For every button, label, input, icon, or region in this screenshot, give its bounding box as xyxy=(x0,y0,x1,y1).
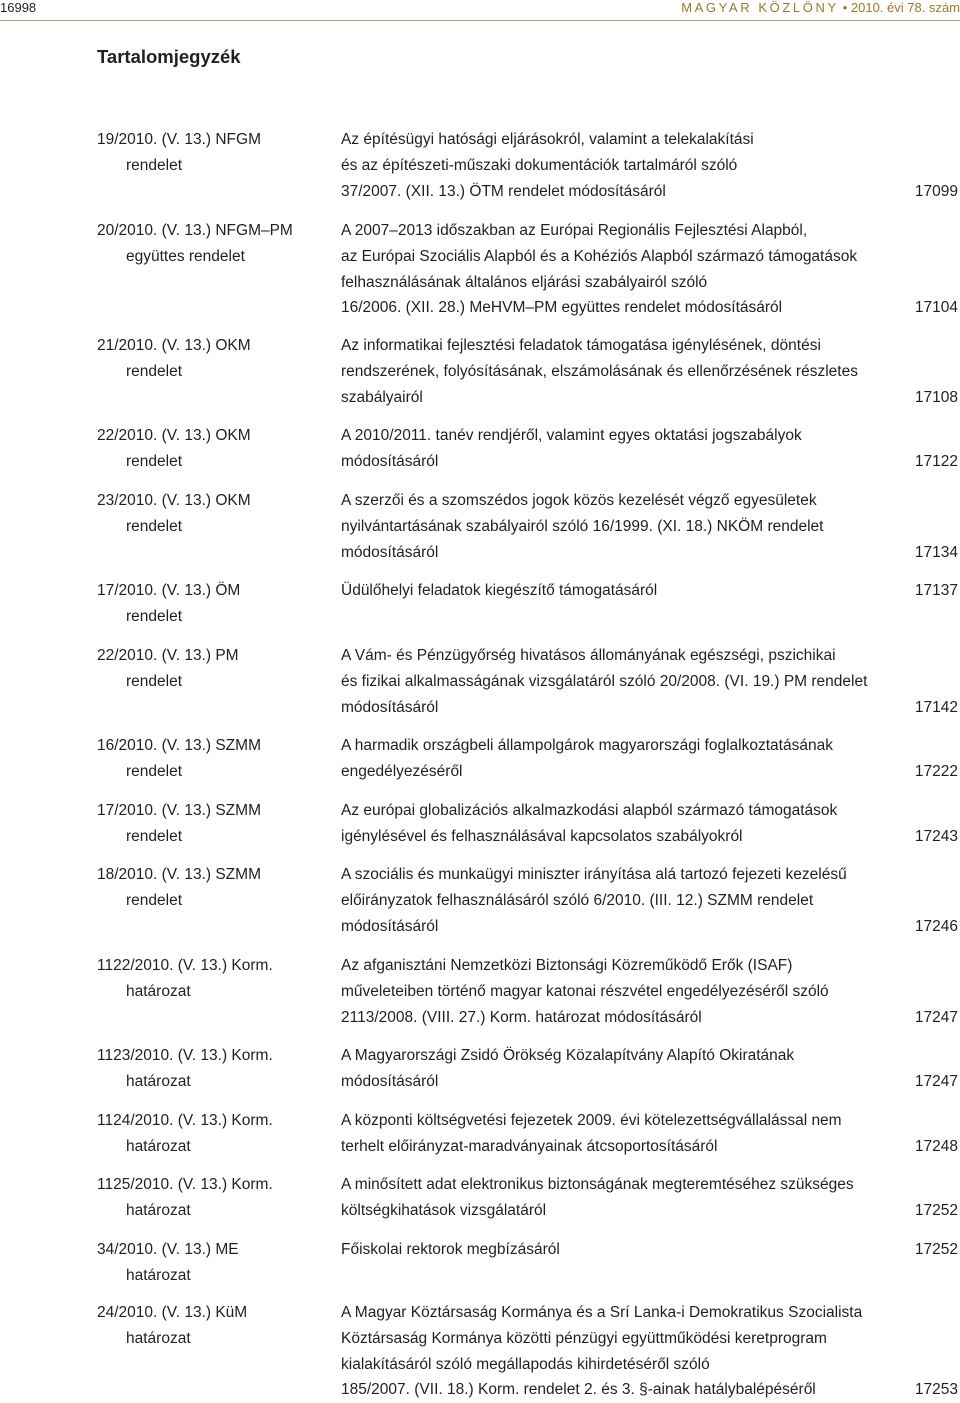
toc-entry-reference xyxy=(97,1237,327,1289)
description-line: kialakításáról szóló megállapodás kihirdetéséről szóló xyxy=(341,1355,710,1373)
description-line: módosításáról xyxy=(341,917,439,935)
description-line: és fizikai alkalmasságának vizsgálatáról szóló 20/2008. (VI. 19.) PM rendelet xyxy=(341,672,868,690)
toc-entry-description xyxy=(341,1043,901,1095)
toc-entry-page-number: 17222 xyxy=(914,762,958,780)
toc-entry xyxy=(0,1108,960,1160)
reference-type: rendelet xyxy=(126,827,183,845)
description-line: 2113/2008. (VIII. 27.) Korm. határozat módosításáról xyxy=(341,1008,702,1026)
description-line: A Magyarországi Zsidó Örökség Közalapítvány Alapító Okiratának xyxy=(341,1047,795,1064)
toc-entry-description xyxy=(341,333,901,410)
description-line: költségkihatások vizsgálatáról xyxy=(341,1201,547,1219)
toc-entry-page-number: 17247 xyxy=(914,1072,958,1090)
toc-entry-page-number: 17137 xyxy=(914,582,958,599)
toc-entry-reference xyxy=(97,862,327,914)
reference-number: 1125/2010. (V. 13.) Korm. xyxy=(97,1176,273,1193)
toc-entry-page-number: 17122 xyxy=(914,452,958,470)
toc-entry-page-number: 17252 xyxy=(914,1201,958,1219)
toc-entry xyxy=(0,798,960,850)
description-line: és az építészeti-műszaki dokumentációk tartalmáról szóló xyxy=(341,156,738,174)
description-line: Üdülőhelyi feladatok kiegészítő támogatásáról xyxy=(341,582,658,599)
reference-number: 22/2010. (V. 13.) PM xyxy=(97,647,239,664)
toc-entry-description xyxy=(341,1108,901,1160)
description-line: módosításáról xyxy=(341,452,439,470)
toc-entry-reference xyxy=(97,1043,327,1095)
toc-entry-description xyxy=(341,1172,901,1224)
toc-entry xyxy=(0,862,960,939)
reference-type: rendelet xyxy=(126,672,183,690)
description-line: az Európai Szociális Alapból és a Kohéziós Alapból származó támogatások xyxy=(341,247,858,265)
reference-number: 24/2010. (V. 13.) KüM xyxy=(97,1304,248,1321)
description-line: terhelt előirányzat-maradványainak átcsoportosításáról xyxy=(341,1137,718,1155)
toc-entry-reference xyxy=(97,733,327,785)
reference-type: rendelet xyxy=(126,362,183,380)
toc-entry-page-number: 17243 xyxy=(914,827,958,845)
toc-entry-reference xyxy=(97,578,327,630)
description-line: Az informatikai fejlesztési feladatok támogatása igénylésének, döntési xyxy=(341,337,821,354)
reference-type: rendelet xyxy=(126,452,183,470)
description-line: Főiskolai rektorok megbízásáról xyxy=(341,1241,560,1258)
description-line: A minősített adat elektronikus biztonságának megteremtéséhez szükséges xyxy=(341,1176,854,1193)
toc-entry-reference xyxy=(97,423,327,475)
reference-type: rendelet xyxy=(126,891,183,909)
description-line: Az európai globalizációs alkalmazkodási alapból származó támogatások xyxy=(341,802,838,819)
reference-type: rendelet xyxy=(126,607,183,625)
toc-entry-reference xyxy=(97,1172,327,1224)
toc-entry xyxy=(0,578,960,630)
toc-entry-description xyxy=(341,862,901,939)
reference-number: 34/2010. (V. 13.) ME xyxy=(97,1241,239,1258)
toc-entry xyxy=(0,953,960,1030)
toc-entry xyxy=(0,733,960,785)
reference-type: határozat xyxy=(126,982,191,1000)
toc-entry-description xyxy=(341,798,901,850)
reference-type: határozat xyxy=(126,1201,191,1219)
toc-entry-page-number: 17099 xyxy=(914,182,958,200)
description-line: műveleteiben történő magyar katonai részvétel engedélyezéséről szóló xyxy=(341,982,829,1000)
reference-number: 22/2010. (V. 13.) OKM xyxy=(97,427,251,444)
description-line: előirányzatok felhasználásáról szóló 6/2010. (III. 12.) SZMM rendelet xyxy=(341,891,814,909)
description-line: A harmadik országbeli állampolgárok magyarországi foglalkoztatásának xyxy=(341,737,833,754)
description-line: módosításáról xyxy=(341,543,439,561)
reference-number: 20/2010. (V. 13.) NFGM–PM xyxy=(97,222,293,239)
toc-entry xyxy=(0,1300,960,1403)
journal-info xyxy=(681,0,960,16)
description-line: A szociális és munkaügyi miniszter irányítása alá tartozó fejezeti kezelésű xyxy=(341,866,847,883)
description-line: 16/2006. (XII. 28.) MeHVM–PM együttes rendelet módosításáról xyxy=(341,299,783,317)
toc-entry-page-number: 17104 xyxy=(914,299,958,317)
description-line: A 2010/2011. tanév rendjéről, valamint egyes oktatási jogszabályok xyxy=(341,427,802,444)
toc-entry-page-number: 17134 xyxy=(914,543,958,561)
toc-entry-description xyxy=(341,423,901,475)
toc-entry-description xyxy=(341,1237,901,1263)
reference-type: határozat xyxy=(126,1072,191,1090)
toc-entry xyxy=(0,218,960,321)
reference-type: együttes rendelet xyxy=(126,247,245,265)
description-line: Az afganisztáni Nemzetközi Biztonsági Közreműködő Erők (ISAF) xyxy=(341,957,793,974)
toc-entry xyxy=(0,127,960,204)
description-line: engedélyezéséről xyxy=(341,762,463,780)
reference-number: 1122/2010. (V. 13.) Korm. xyxy=(97,957,273,974)
reference-number: 1123/2010. (V. 13.) Korm. xyxy=(97,1047,273,1064)
toc-entry xyxy=(0,333,960,410)
toc-entry xyxy=(0,488,960,565)
toc-entry-reference xyxy=(97,333,327,385)
reference-number: 1124/2010. (V. 13.) Korm. xyxy=(97,1112,273,1129)
toc-entry-reference xyxy=(97,488,327,540)
description-line: 185/2007. (VII. 18.) Korm. rendelet 2. és 3. §-ainak hatálybalépéséről xyxy=(341,1381,816,1399)
toc-entry-description xyxy=(341,953,901,1030)
description-line: Köztársaság Kormánya közötti pénzügyi együttműködési keretprogram xyxy=(341,1329,827,1347)
toc-entry xyxy=(0,1043,960,1095)
toc-entry-reference xyxy=(97,798,327,850)
toc-entry-description xyxy=(341,643,901,720)
page-number: 16998 xyxy=(0,0,37,15)
page-title: Tartalomjegyzék xyxy=(97,46,241,67)
page-header xyxy=(0,0,960,22)
reference-number: 18/2010. (V. 13.) SZMM xyxy=(97,866,261,883)
reference-type: határozat xyxy=(126,1266,191,1284)
description-line: nyilvántartásának szabályairól szóló 16/1999. (XI. 18.) NKÖM rendelet xyxy=(341,517,824,535)
toc-entry-page-number: 17253 xyxy=(914,1381,958,1399)
toc-entry-reference xyxy=(97,127,327,179)
reference-number: 17/2010. (V. 13.) ÖM xyxy=(97,582,241,599)
description-line: módosításáról xyxy=(341,1072,439,1090)
reference-type: határozat xyxy=(126,1329,191,1347)
reference-number: 17/2010. (V. 13.) SZMM xyxy=(97,802,261,819)
reference-number: 19/2010. (V. 13.) NFGM xyxy=(97,131,261,148)
description-line: A Vám- és Pénzügyőrség hivatásos állományának egészségi, pszichikai xyxy=(341,647,836,664)
toc-entry xyxy=(0,1172,960,1224)
description-line: A szerzői és a szomszédos jogok közös kezelését végző egyesületek xyxy=(341,492,817,509)
description-line: módosításáról xyxy=(341,698,439,716)
description-line: A Magyar Köztársaság Kormánya és a Srí Lanka-i Demokratikus Szocialista xyxy=(341,1304,863,1321)
toc-entry-description xyxy=(341,127,901,204)
toc-entry-description xyxy=(341,1300,901,1403)
journal-issue: • 2010. évi 78. szám xyxy=(842,0,960,15)
description-line: felhasználásának általános eljárási szabályairól szóló xyxy=(341,273,708,291)
toc-entry-reference xyxy=(97,218,327,270)
toc-entry-reference xyxy=(97,953,327,1005)
toc-entry xyxy=(0,1237,960,1289)
description-line: A központi költségvetési fejezetek 2009. évi kötelezettségvállalással nem xyxy=(341,1112,842,1129)
toc-entry-reference xyxy=(97,1300,327,1352)
toc-entry-description xyxy=(341,733,901,785)
toc-entry-page-number: 17142 xyxy=(914,698,958,716)
description-line: igénylésével és felhasználásával kapcsolatos szabályokról xyxy=(341,827,743,845)
toc-entry-page-number: 17108 xyxy=(914,388,958,406)
toc-entry-reference xyxy=(97,1108,327,1160)
reference-number: 21/2010. (V. 13.) OKM xyxy=(97,337,251,354)
description-line: A 2007–2013 időszakban az Európai Regionális Fejlesztési Alapból, xyxy=(341,222,808,239)
toc-entry-description xyxy=(341,578,901,604)
toc-entry-page-number: 17247 xyxy=(914,1008,958,1026)
description-line: rendszerének, folyósításának, elszámolásának és ellenőrzésének részletes xyxy=(341,362,858,380)
reference-type: rendelet xyxy=(126,156,183,174)
toc-entry xyxy=(0,643,960,720)
reference-type: rendelet xyxy=(126,762,183,780)
toc-entry-page-number: 17252 xyxy=(914,1241,958,1258)
journal-name: MAGYAR KÖZLÖNY xyxy=(681,0,839,15)
toc-entry-description xyxy=(341,488,901,565)
toc-entry-page-number: 17246 xyxy=(914,917,958,935)
header-rule xyxy=(0,20,960,21)
description-line: szabályairól xyxy=(341,388,423,406)
reference-number: 16/2010. (V. 13.) SZMM xyxy=(97,737,261,754)
reference-type: határozat xyxy=(126,1137,191,1155)
toc-entry xyxy=(0,423,960,475)
reference-type: rendelet xyxy=(126,517,183,535)
reference-number: 23/2010. (V. 13.) OKM xyxy=(97,492,251,509)
description-line: Az építésügyi hatósági eljárásokról, valamint a telekalakítási xyxy=(341,131,754,148)
toc-entry-page-number: 17248 xyxy=(914,1137,958,1155)
toc-entry-description xyxy=(341,218,901,321)
toc-entry-reference xyxy=(97,643,327,695)
description-line: 37/2007. (XII. 13.) ÖTM rendelet módosításáról xyxy=(341,182,666,200)
